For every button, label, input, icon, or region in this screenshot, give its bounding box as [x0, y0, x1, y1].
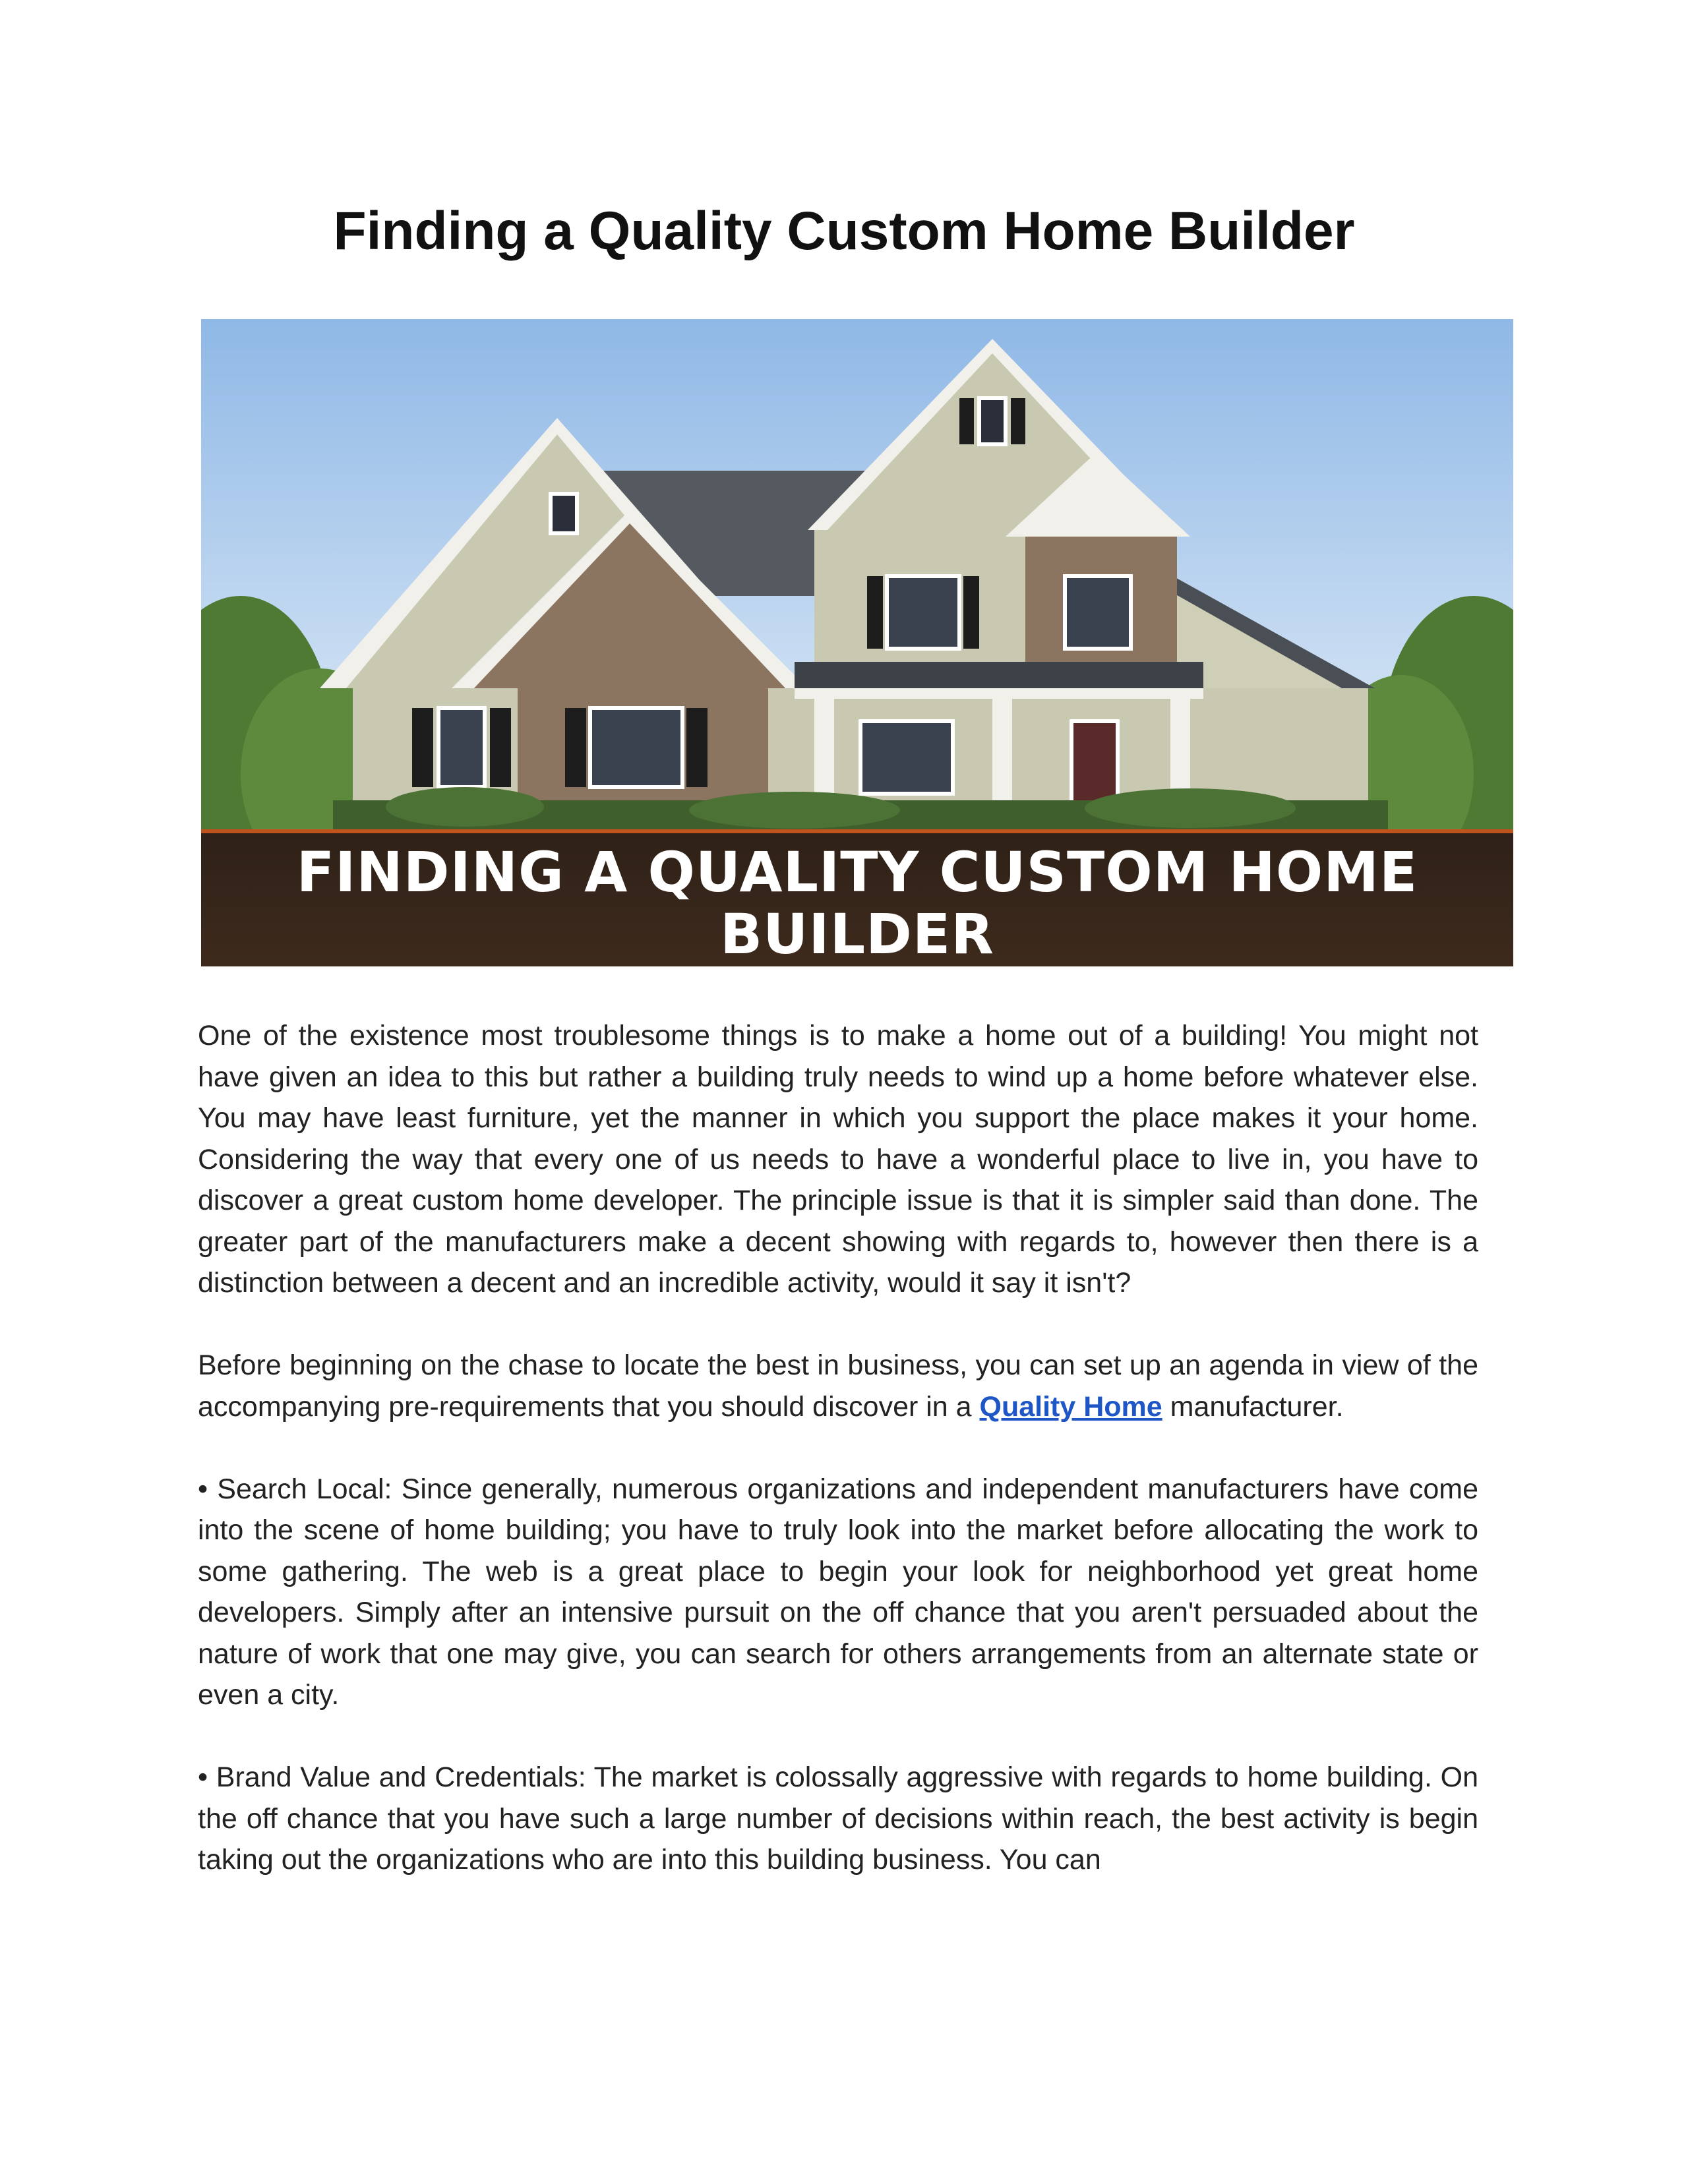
hero-image — [201, 319, 1513, 966]
article-paragraph-1: One of the existence most troublesome things is to make a home out of a building! You might not have given an idea to this but rather a building truly needs to wind up a home before whatever else. You may have least furniture, yet the manner in which you support the place makes it your home. Considering the way that every one of us needs to have a wonderful place to live in, you have to discover a great custom home developer. The principle issue is that it is simpler said than done. The greater part of the manufacturers make a decent showing with regards to, however then there is a distinction between a decent and an incredible activity, would it say it isn't? — [198, 1020, 1478, 1299]
article-body — [198, 1015, 1478, 1922]
article-paragraph-2 — [198, 1345, 1478, 1427]
paragraph-2-text-before-link: Before beginning on the chase to locate the best in business, you can set up an agenda in view of the accompanying pre-requirements that you should discover in a — [198, 1349, 1478, 1423]
hero-banner — [201, 829, 1513, 966]
hero-banner-line-2: BUILDER — [720, 902, 994, 966]
hero-banner-line-1: FINDING A QUALITY CUSTOM HOME — [296, 840, 1418, 904]
article-paragraph-3: • Search Local: Since generally, numerous organizations and independent manufacturers have come into the scene of home building; you have to truly look into the market before allocating the work to some gathering. The web is a great place to begin your look for neighborhood yet great home developers. Simply after an intensive pursuit on the off chance that you aren't persuaded about the nature of work that one may give, you can search for others arrangements from an alternate state or even a city. — [198, 1473, 1478, 1711]
article-paragraph-4: • Brand Value and Credentials: The market is colossally aggressive with regards to home building. On the off chance that you have such a large number of decisions within reach, the best activity is begin taking out the organizations who are into this building business. You can — [198, 1761, 1478, 1875]
paragraph-2-text-after-link: manufacturer. — [1162, 1390, 1344, 1423]
quality-home-link[interactable]: Quality Home — [979, 1390, 1162, 1423]
page-title: Finding a Quality Custom Home Builder — [333, 201, 1355, 261]
house-illustration — [201, 319, 1513, 833]
